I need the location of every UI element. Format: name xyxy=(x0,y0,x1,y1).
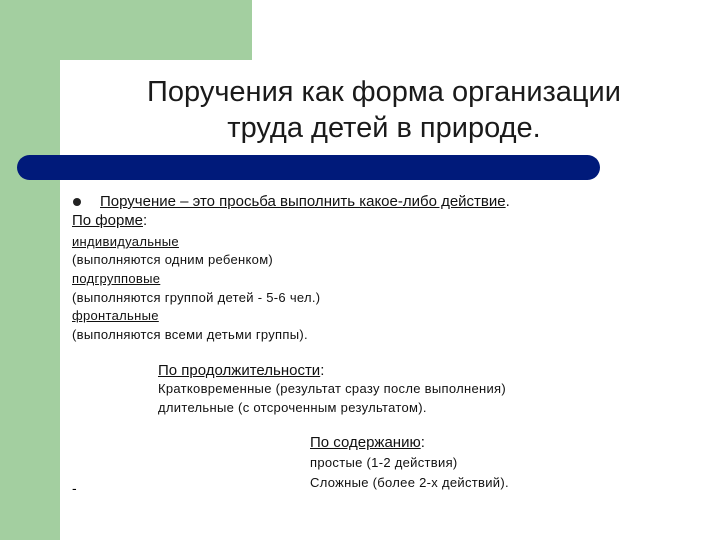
content-item-2: Сложные (более 2-х действий). xyxy=(310,475,509,490)
by-content-colon: : xyxy=(420,434,425,451)
form-item-2-note: (выполняются группой детей - 5-6 чел.) xyxy=(72,290,321,305)
duration-item-2: длительные (с отсроченным результатом). xyxy=(158,400,427,415)
by-form-heading-line xyxy=(72,212,147,230)
form-item-3-note: (выполняются всеми детьми группы). xyxy=(72,327,308,342)
form-item-3-name: фронтальные xyxy=(72,308,159,323)
form-item-1-name: индивидуальные xyxy=(72,234,179,249)
by-duration-heading: По продолжительности xyxy=(158,362,321,379)
form-item-1-note: (выполняются одним ребенком) xyxy=(72,252,274,267)
definition-line xyxy=(100,193,510,211)
definition-end: . xyxy=(505,193,510,210)
footer-dash-mark: - xyxy=(72,480,77,496)
by-duration-heading-line xyxy=(158,362,324,380)
bullet-icon xyxy=(73,198,81,206)
slide-title-line1: Поручения как форма организации xyxy=(147,76,621,108)
by-form-heading: По форме xyxy=(72,212,143,229)
by-content-heading-line xyxy=(310,434,425,452)
definition-term: Поручение – это просьба выполнить какое-либо действие xyxy=(100,193,506,210)
slide-title xyxy=(64,74,704,146)
title-divider-bar xyxy=(17,155,600,180)
by-form-colon: : xyxy=(142,212,148,229)
top-green-block xyxy=(60,0,252,60)
by-content-heading: По содержанию xyxy=(310,434,421,451)
duration-item-1: Кратковременные (результат сразу после выполнения) xyxy=(158,381,507,396)
slide-title-line2: труда детей в природе. xyxy=(227,112,541,144)
left-green-band xyxy=(0,0,60,540)
by-duration-colon: : xyxy=(320,362,325,379)
content-item-1: простые (1-2 действия) xyxy=(310,455,458,470)
form-item-2-name: подгрупповые xyxy=(72,271,161,286)
